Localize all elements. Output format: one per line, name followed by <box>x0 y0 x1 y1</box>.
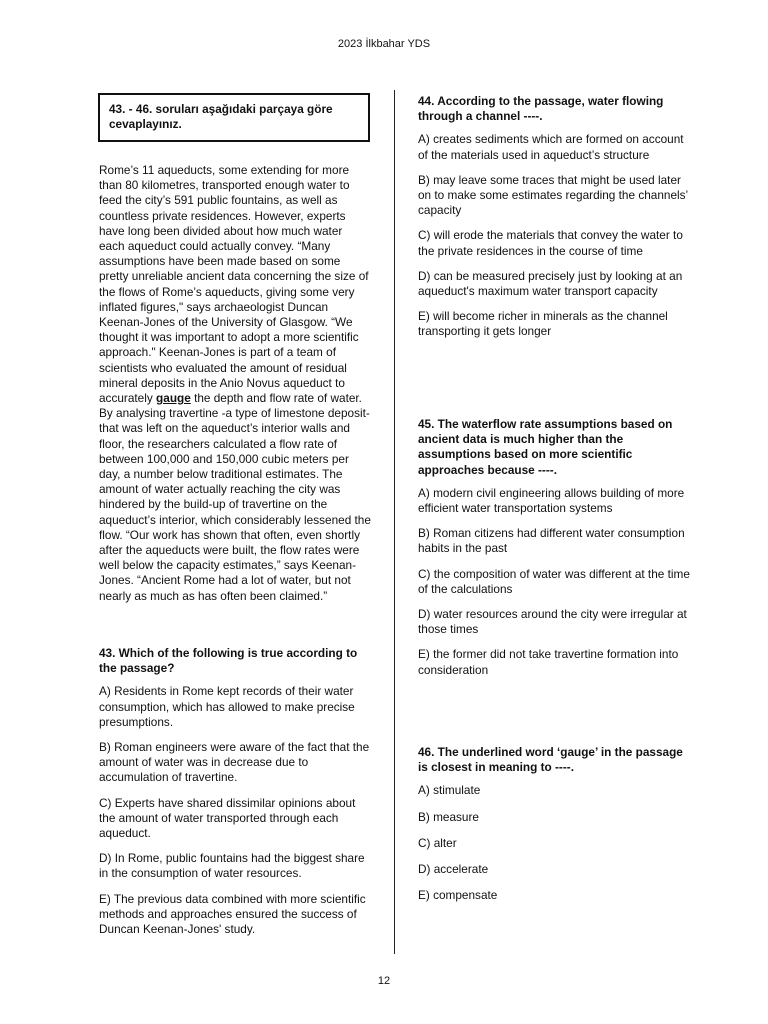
question-43 <box>99 646 371 947</box>
option-d[interactable]: D) In Rome, public fountains had the biggest share in the consumption of water resources. <box>99 851 365 881</box>
option-d[interactable]: D) accelerate <box>418 862 489 877</box>
passage-text-part2: the depth and flow rate of water. By analysing travertine -a type of limestone deposit- that was left on the aqueduct’s interior walls and floor, the researchers calculated a flow rate of between 100,000 and 150,000 cubic meters per day, a number below traditional estimates. The amount of water actually reaching the city was hindered by the build-up of travertine on the aqueduct’s interior, which considerably lessened the flow. “Our work has shown that often, even shortly after the aqueducts were built, the flow rates were well below the capacity estimates,” says Keenan-Jones. “Ancient Rome had a lot of water, but not nearly as much as has often been claimed.” <box>99 391 371 603</box>
option-d[interactable]: D) can be measured precisely just by looking at an aqueduct's maximum water transport capacity <box>418 268 683 299</box>
option-d[interactable]: D) water resources around the city were irregular at those times <box>418 607 687 637</box>
question-46 <box>418 745 690 914</box>
option-e[interactable]: E) the former did not take travertine formation into consideration <box>418 647 679 677</box>
question-stem: 45. The waterflow rate assumptions based on ancient data is much higher than the assumptions based on more scientific approaches because ----. <box>418 417 673 477</box>
exam-header: 2023 İlkbahar YDS <box>337 38 431 50</box>
question-stem: 43. Which of the following is true according to the passage? <box>99 646 358 676</box>
instructions-box: 43. - 46. soruları aşağıdaki parçaya göre cevaplayınız. <box>98 93 370 142</box>
option-e[interactable]: E) will become richer in minerals as the channel transporting it gets longer <box>418 309 668 339</box>
option-c[interactable]: C) the composition of water was different at the time of the calculations <box>418 566 690 596</box>
question-stem: 44. According to the passage, water flowing through a channel ----. <box>418 94 664 124</box>
option-a[interactable]: A) modern civil engineering allows building of more efficient water transportation systems <box>418 485 685 516</box>
option-a[interactable]: A) creates sediments which are formed on account of the materials used in aqueduct’s structure <box>418 132 684 162</box>
option-a[interactable]: A) Residents in Rome kept records of their water consumption, which has allowed to make precise presumptions. <box>99 684 355 729</box>
option-c[interactable]: C) Experts have shared dissimilar opinions about the amount of water transported through each aqueduct. <box>99 795 356 841</box>
option-e[interactable]: E) The previous data combined with more scientific methods and approaches ensured the success of Duncan Keenan-Jones' study. <box>99 891 366 937</box>
page-number: 12 <box>377 975 391 987</box>
underlined-word: gauge <box>156 391 191 406</box>
option-c[interactable]: C) alter <box>418 835 457 850</box>
option-a[interactable]: A) stimulate <box>418 783 481 798</box>
option-e[interactable]: E) compensate <box>418 888 498 903</box>
option-b[interactable]: B) measure <box>418 809 479 824</box>
question-45 <box>418 417 690 688</box>
option-b[interactable]: B) Roman citizens had different water consumption habits in the past <box>418 526 685 556</box>
reading-passage <box>99 163 371 604</box>
question-stem: 46. The underlined word ‘gauge’ in the passage is closest in meaning to ----. <box>418 745 683 775</box>
question-44 <box>418 94 690 350</box>
option-b[interactable]: B) Roman engineers were aware of the fact that the amount of water was in decrease due to accumulation of travertine. <box>99 740 370 785</box>
option-c[interactable]: C) will erode the materials that convey the water to the private residences in the course of time <box>418 228 683 258</box>
column-divider <box>394 90 395 954</box>
passage-text-part1: Rome’s 11 aqueducts, some extending for more than 80 kilometres, transported enough water to feed the city’s 591 public fountains, as well as countless private residences. However, experts have long been divided about how much water each aqueduct could actually convey. “Many assumptions have been made based on some pretty unreliable ancient data concerning the size of the flows of Rome’s aqueducts, giving some very inflated figures," says archaeologist Duncan Keenan-Jones of the University of Glasgow. “We thought it was important to adopt a more scientific approach." Keenan-Jones is part of a team of scientists who evaluated the amount of residual mineral deposits in the Anio Novus aqueduct to accurately <box>99 163 369 406</box>
option-b[interactable]: B) may leave some traces that might be used later on to make some estimates regarding the channels’ capacity <box>418 172 688 218</box>
